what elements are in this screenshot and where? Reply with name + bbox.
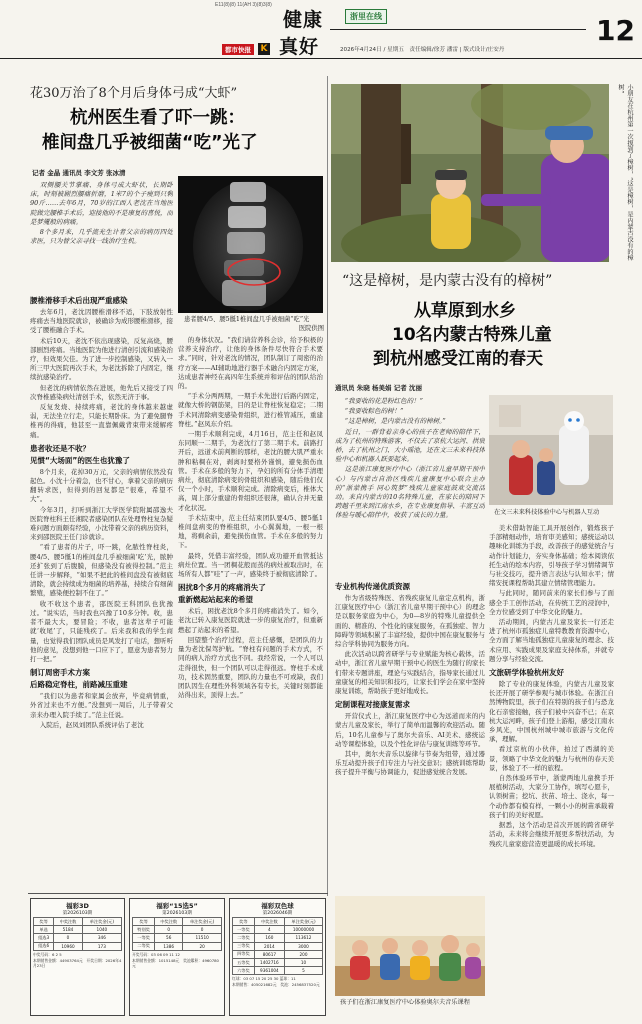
article2-p7: 与此同时，随同前来的家长们参与了面感全手工创作活动，在传统工艺的浸润中，全方位感受到了中华文化的魅力。 (489, 589, 614, 616)
table-cell: 一等奖 (133, 934, 155, 942)
brand-zheli-zaixian (345, 9, 387, 24)
table-cell: 1040 (82, 926, 121, 934)
table-cell: 160 (254, 934, 284, 942)
table-cell: 11510 (183, 934, 222, 942)
article1-p9: “我们以为患者和家属会放弃，毕竟病情重，外省过来也不方便。”没想到一周后，儿子带着父亲来办理入院手续了。”范主任说。 (30, 692, 173, 719)
article1-sub2b: 见惯“大场面”的医生也犹豫了 (30, 455, 130, 465)
article1-sub3: 制订周密手术方案 (30, 668, 90, 678)
article1-p16: 术后，困扰老沈8个多月的疼痛消失了。如今，老沈已转入康复医院就进一步的康复治疗，但重新燃起了站起来的希望。 (178, 607, 323, 634)
brand-dushi-label: 都市快报 (225, 46, 251, 54)
lottery-15x5-foot: 本期销售金额：1015148元 奖池累积：4960780元 (132, 957, 219, 968)
table-cell: 1402716 (254, 958, 284, 966)
page-number: 12 (596, 14, 635, 47)
article1-p5: 8个月来，花掉30万元，父亲的病情依然没有起色。小沈十分着急，也不甘心，拿着父亲的病历翻转求医，但得到的回复都是“很难，希望不大”。 (30, 467, 173, 504)
article2-p4: 开营仪式上，浙江康复医疗中心为远道而来的内蒙古儿童及家长，举行了简单而温馨的欢迎活动。随后，10名儿童参与了奥尔夫音乐、AI美术、感统运动等课程体验，以及个性化评估与康复训练等环节。 (335, 712, 485, 748)
lottery-ssq-box (229, 898, 326, 1016)
table-cell: 5184 (54, 926, 82, 934)
lottery-3d-numbers: 中奖号码：6 2 5 (33, 951, 62, 957)
article1-p12: “手术分两两期，一期手术先进行后路内固定，就像大桥的钢筋架，目的是让脊柱恢复稳定；二期手术同清除病变感染骨组织，进行椎管减压，重建脊柱。”赵凤东介绍。 (178, 392, 323, 428)
table-row (133, 934, 222, 942)
lottery-3d-foot: 本期销售金额：44903764元 开奖日期：2026年4月23日 (33, 957, 122, 968)
article1-p1: 去年6月，老沈因腰椎滑移不适，下肢放射性疼痛去当地医院就诊，被确诊为成形腰椎滑移，接受了腰椎融合手术。 (30, 308, 173, 335)
lottery-ssq-title: 福彩双色球 (261, 902, 294, 910)
lottery-ssq-numbers: 红球：03 07 15 20 25 30 蓝球：11 (232, 976, 296, 982)
article1-lead-block (30, 181, 173, 289)
masthead-bottom-rule (0, 58, 642, 59)
section-title-good: 真好 (279, 36, 320, 58)
article2-p1: 这是浙江康复医疗中心（浙江省儿童早期干预中心）与内蒙古自治区残疾儿童康复中心联合主办的“浙蒙携手 同心筑梦”残疾儿童家庭鼓欢交流活动。来自内蒙古的10名特殊儿童，在家长的陪同下跨越千里来到江南水乡，在专业康复指导、丰富互动体验与暖心陪伴中，收获了成长的力量。 (335, 465, 485, 520)
article1-sub3b: 后路稳定脊柱，前路减压重建 (30, 680, 128, 690)
table-cell: 10960 (54, 942, 82, 950)
table-header-cell: 单注奖金(元) (284, 918, 322, 926)
lottery-ssq-issue: 第2026046期 (262, 911, 293, 916)
children-tree-illustration (331, 84, 609, 262)
article1-p6: 今年3月，打听到浙江大学医学院附属邵逸夫医院脊柱科王任湘院者感染团队在处理脊柱复杂疑难问题方面颇有经验，小沈带着父亲的病历资料，来到邵医院王任门诊就诊。 (30, 505, 173, 542)
table-row (233, 926, 323, 934)
table-cell: 单选 (34, 926, 54, 934)
article2-lead: 近日，一群背着亲身心的孩子在老师的陪伴下，成为了杭州的特殊游客，不仅去了京杭大运河、拱宸桥，去了杭州之门、大小瑶池，还在文三未来科技体验中心和机器人跃要起来。 (335, 427, 485, 464)
xray-illustration (178, 176, 323, 313)
table-header-cell: 奖等 (133, 918, 155, 926)
article2-p2: 作为省级特殊医、省残疾康复儿童定点机构，浙江康复医疗中心（浙江省儿童早期干预中心）的理念是以服务家庭为中心，为0—8岁的特殊儿童提供全面的、精准的、个性化的康复服务，在孤独症、智力障碍等领域积累了丰富经验，提供中国在康复服务与综合学科协同为服务方向。 (335, 594, 485, 649)
article1-lead-2: 8个多月来，几乎流光生计者父亲的病历四处求医，只为替父亲寻找一线治疗生机。 (30, 228, 173, 246)
lottery-3d-issue: 第2026103期 (62, 911, 93, 916)
article1-kicker: 花30万治了8个月后身体弓成“大虾” (30, 86, 238, 101)
table-cell: 2014 (254, 942, 284, 950)
article1-sub1: 腰椎滑移手术后出现严重感染 (30, 296, 128, 305)
article1-headline-2: 椎间盘几乎被细菌“吃”光了 (42, 133, 258, 153)
lottery-ssq-foot: 本期销售：405021682元 奖池：2456837520元 (232, 982, 320, 988)
table-header-cell: 中奖注数 (254, 918, 284, 926)
table-header-row (233, 918, 323, 926)
robot-interaction-photo (489, 395, 613, 505)
table-cell: 组选6 (34, 942, 54, 950)
table-cell: 5 (284, 967, 322, 975)
masthead-rule (330, 29, 586, 30)
masthead (0, 0, 642, 58)
article2-byline: 通讯员 朱晓 杨美娟 记者 沈丽 (335, 384, 423, 392)
table-cell: 200 (284, 950, 322, 958)
article2-sub2: 定制课程对接康复需求 (335, 700, 410, 710)
table-cell: 二等奖 (233, 934, 255, 942)
table-cell: 特别奖 (133, 926, 155, 934)
robot-interaction-illustration (489, 395, 613, 505)
table-header-cell: 奖等 (34, 918, 54, 926)
article1-column-2 (178, 336, 323, 891)
article2-sub1: 专业机构传递优质资源 (335, 582, 410, 591)
article2-p11: 自然体验环节中，浙蒙两地儿童携手开展植树活动，大家分工协作，填写心愿卡，认领树苗；挖坑、扶苗、培土、浇水，每一个动作都有模有样，一颗小小的树苗承载着孩子们的美好祝愿。 (489, 774, 614, 819)
table-cell: 10 (284, 958, 322, 966)
article2-headline-1: “这是樟树，是内蒙古没有的樟树” (342, 273, 553, 289)
top-photo-children-tree (331, 84, 609, 262)
article2-headline-4: 到杭州感受江南的春天 (373, 349, 543, 369)
article1-caption-text: 患者腰4/5、腰5骶1椎间盘几乎被细菌“吃”光 (184, 316, 310, 323)
table-cell: 0 (155, 926, 183, 934)
article1-column-1 (30, 292, 173, 892)
lottery-3d-table (33, 917, 122, 951)
article1-headline-1: 杭州医生看了吓一跳： (70, 108, 245, 128)
article1-p3: 但老沈的病情依然在进展，他先后又接受了四次脊椎感染病灶清创手术，依然无济于事。 (30, 383, 173, 401)
lottery-15x5-table (132, 917, 222, 951)
table-cell: 56 (155, 934, 183, 942)
article1-p10: 入院后，赵凤刘团队系统评估了老沈 (39, 720, 144, 729)
article2-column-1 (335, 578, 485, 890)
article2-quote-1: “我要收的花是粉红色的！” (344, 397, 423, 405)
table-cell: 0 (54, 934, 82, 942)
lottery-15x5-issue: 第2026103期 (162, 911, 192, 916)
article2-quote-2: “我要收粽色的树！” (344, 407, 404, 416)
table-cell: 80617 (254, 950, 284, 958)
article1-photo-caption (184, 316, 324, 333)
lottery-3d-title: 福彩3D (66, 902, 89, 910)
article2-quote-3: “这是樟树，是内蒙古没有的樟树。” (344, 417, 446, 426)
lottery-ssq-table (232, 917, 323, 975)
article2-column-2 (489, 524, 614, 1014)
table-cell: 9361004 (254, 967, 284, 975)
brand-dushi-kuaibao (222, 44, 254, 55)
article1-sub2: 患者收还是不收？ (30, 443, 90, 453)
section-title-health: 健康 (283, 9, 324, 31)
article2-p6: 美术借助智能工具开展创作，锻炼孩子手部精细动作，培育审美感知；感统运动以趣味化训练为手段，改善孩子的感觉统合与动作计划能力，夯实身体基础；绘本阅读依托生动的绘本内容，引导孩子学习情绪调节与社交技巧，提升语言表达与认知水平；情绪安抚课程帮助其建立情绪管理能力。 (489, 524, 614, 588)
table-row (233, 950, 323, 958)
article1-lead: 双侧腰关节掌痛、身体弓成大虾状，长期卧床，时刻被剧烈腰痛折磨，1米7的个子瘦到只剩90斤……去年6月，70岁的江西人老沈在当地医院做完腰椎手术后，迎接他的不是康复的喜悦，而是梦魇般的病痛。 (30, 181, 173, 226)
article1-byline: 记者 金晶 通讯员 李文芳 张冰清 (32, 169, 126, 177)
article1-sub4: 困扰8个多月的疼痛消失了 (178, 583, 266, 593)
table-row (233, 942, 323, 950)
article1-p13: 一期手术顺利完成，4月16日，范主任和赵凤东同顺一二期手，为老沈行了第二期手术。前路打开后，远道术前判断的那样，老沈的腰大肌严重水肿和粘稠在对，剥离时要格外谨慎，避免损伤血管。手术在多般的努力下，孕妇的所有分体手清理病灶，彻底清除病变的骨组织和感染，随后他们仅仅一个小时，手术顺利完成。清除病变后，椎体大高，周上部分重建的骨组织还很薄，确认合并无量才化状况。 (178, 430, 323, 512)
table-cell: 173 (82, 942, 121, 950)
table-row (34, 934, 122, 942)
table-cell: 三等奖 (233, 942, 255, 950)
article1-p7: “看了患者的片子，吓一跳，化脓性脊柱炎，腰4/5、腰5骶1的椎间盘几乎被细菌‘吃’光，脓肿还扩张到了后腹膜，但感染没有被得控制。”范主任讲一步解释，“如果不把此的椎间盘没有被彻底清除，就会持续成为细菌的培养基，持续合有细菌繁殖，感染便控制不住了。” (30, 543, 173, 598)
lottery-15x5-title: 福彩“15选5” (156, 902, 198, 910)
table-header-cell: 单注奖金(元) (183, 918, 222, 926)
table-cell: 3000 (284, 942, 322, 950)
music-class-photo (335, 896, 485, 996)
brand-zheli-label: 浙里在线 (350, 12, 382, 21)
article1-p2: 术后10天，老沈不依出现感染，反复高烧，腰部剧烈疼痛。当地医院为他进行清创引流和感染治疗，但效果欠佳。为了进一步控制感染，又转入一所三甲大医院再次手术，为老沈拆除了内固定，继续抗感染治疗。 (30, 336, 173, 382)
article2-lead-block (335, 397, 485, 575)
article2-sub3: 文旅研学体验杭州友好 (489, 668, 564, 678)
article2-headline-3: 10名内蒙古特殊儿童 (392, 325, 552, 345)
lottery-3d-box (30, 898, 125, 1016)
table-row (233, 958, 323, 966)
table-cell: 0 (183, 926, 222, 934)
table-row (233, 967, 323, 975)
article1-p11: 的身体状况。“我们请营养科会诊，给予积极的营养支持治疗，让他的身体条件尽快符合手术要求。”同时，针对老沈的情况，团队制订了周密的治疗方案——AI辅助地进行器手术融合内固定方案，达成患者神经在高四年生系统并和评估的团队给治的。 (178, 336, 323, 391)
table-header-cell: 奖等 (233, 918, 255, 926)
article2-p12: 据悉，这个活动是首次开展的跨省研学活动，未来将会继续开展更多帮扶活动，为残疾儿童家庭营造更温暖的成长环境。 (489, 821, 614, 848)
lottery-15x5-box (129, 898, 225, 1016)
robot-photo-caption: 在文三未来科技体验中心与机器人互动 (494, 509, 600, 516)
table-header-row (133, 918, 222, 926)
table-cell: 1386 (155, 942, 183, 950)
table-header-cell: 单注奖金(元) (82, 918, 121, 926)
masthead-top-code: E11(8)(8) 11(AH 3)(8)3(8) (215, 2, 272, 8)
article1-xray-photo (178, 176, 323, 313)
article1-sub4b: 重新燃起站起来的希望 (178, 595, 253, 605)
article2-p9: 除了专业的康复体验，内蒙古儿童及家长还开展了研学参观与城市体验。在浙江自然博物院里，孩子们在特别的孩子们与恐龙化石亲密接触，孩子们被中兴奋不已；在京杭大运河畔，孩子们登上游船，感受江南水乡风光，中国杭州城中城市旅游与文化传承，理解。 (489, 680, 614, 744)
table-cell: 四等奖 (233, 950, 255, 958)
table-cell: 113612 (284, 934, 322, 942)
table-header-row (34, 918, 122, 926)
table-cell: 五等奖 (233, 958, 255, 966)
table-row (233, 934, 323, 942)
article2-headline-2: 从草原到水乡 (414, 301, 516, 321)
article1-p14: 手术结束中，范主任结束团队要4/5、腰5骶1椎间盘病变的脊椎组织，小心翼翼地，一根一根地，将剩余前，避免损伤血管。手术在多般的努力下。 (178, 513, 323, 550)
table-header-cell: 中奖注数 (155, 918, 183, 926)
article1-p8: 收不收这个患者，邵医院王科团队也犹豫过。“说实话，当时我也兴豫了10多分钟。收，患者不最大大，要冒险；不收，患者这辈子可能就‘收尾’了，只能残疾了。后来我和我的学生商量，也觉得我们团队成员是风发打了电话，想听听他的意见，没想到他一口应下了，愿意为患者努力打一把。” (30, 599, 173, 663)
lottery-15x5-numbers: 开奖号码：03 06 09 11 12 (132, 951, 180, 957)
column-divider (327, 76, 328, 896)
table-cell: 20 (183, 942, 222, 950)
article1-p17: 回望整个治疗过程，范主任感慨，是团队的力量为老沈保驾护航。“脊柱有问题的手术方式，不同的病人治疗方式也不同。我经常说，一个人可以走得很快，但一个团队可以走得很远。脊柱手术成功，技术固然重要，团队的力量也不可或缺，我们团队因生在理性外科领域各有专长，关键时刻都能站得出来，顶得上去。” (178, 635, 323, 700)
table-row (133, 926, 222, 934)
article2-p10: 看过京杭的小伙伴，拍过了西湖的美景，领略了中华文化的魅力与杭州的春天美景，体验了不一样的旅程。 (489, 745, 614, 772)
music-class-illustration (335, 896, 485, 996)
table-cell: 346 (82, 934, 121, 942)
article2-p8: 活动期间，内蒙古儿童及家长一行还走进了杭州市孤独症儿童特教教育资源中心，全方面了解当地孤独症儿童康复的理念、技术应用、实践成果及家庭支持体系，并就专题分享与经验交流。 (489, 618, 614, 663)
article1-p4: 反复发烧、持续疼痛，老沈的身体越来越虚弱，无法坐立行走，只能长期卧床。为了避免腿脊椎再的得痛，他甚至一直靠佩戴背束带来缓解疼痛。 (30, 403, 173, 439)
top-photo-caption: 小朋友在杭州第一次摸到了樟树，“这是樟树，是内蒙古没有的樟树” (617, 84, 633, 261)
date-line: 2026年4月24日 / 星期五 责任编辑/徐芳 潘雷 | 版式设计/庄安丹 (340, 47, 505, 53)
table-row (133, 942, 222, 950)
article1-p15: 最终，凭借丰富经验，团队成功避开血管抵达病灶位置。当一团稠花般而蒸的病灶被取出时，在场所有人都“哇”了一声，感染终于被彻底清除了。 (178, 551, 323, 579)
table-cell: 一等奖 (233, 926, 255, 934)
table-cell: 组选3 (34, 934, 54, 942)
table-cell: 二等奖 (133, 942, 155, 950)
table-row (34, 926, 122, 934)
table-row (34, 942, 122, 950)
article1-caption-credit: 医院供图 (298, 324, 324, 332)
music-class-caption: 孩子们在浙江康复医疗中心体验奥尔夫音乐课程 (340, 999, 470, 1006)
table-cell: 4 (254, 926, 284, 934)
article2-p5: 其中，奥尔夫音乐以旋律与节奏为纽带，通过器乐互动提升孩子们专注力与社交意识；感统训练帮助孩子提升平衡与协调能力，促进感觉统合发展。 (335, 750, 485, 777)
table-header-cell: 中奖注数 (54, 918, 82, 926)
brand-k-logo: K (258, 43, 270, 55)
table-cell: 六等奖 (233, 967, 255, 975)
article2-p3: 此次活动以跨省研学与专业赋能为核心载体，活动中，浙江省儿童早期干预中心的医生为随行的家长们带来专题讲座，理论与实践结合，指导家长通过儿童康复的相关知识和技巧，让家长们学会在家中坚持康复训练，帮助孩子更好地成长。 (335, 650, 485, 696)
lottery-divider (28, 893, 328, 894)
table-cell: 10000000 (284, 926, 322, 934)
